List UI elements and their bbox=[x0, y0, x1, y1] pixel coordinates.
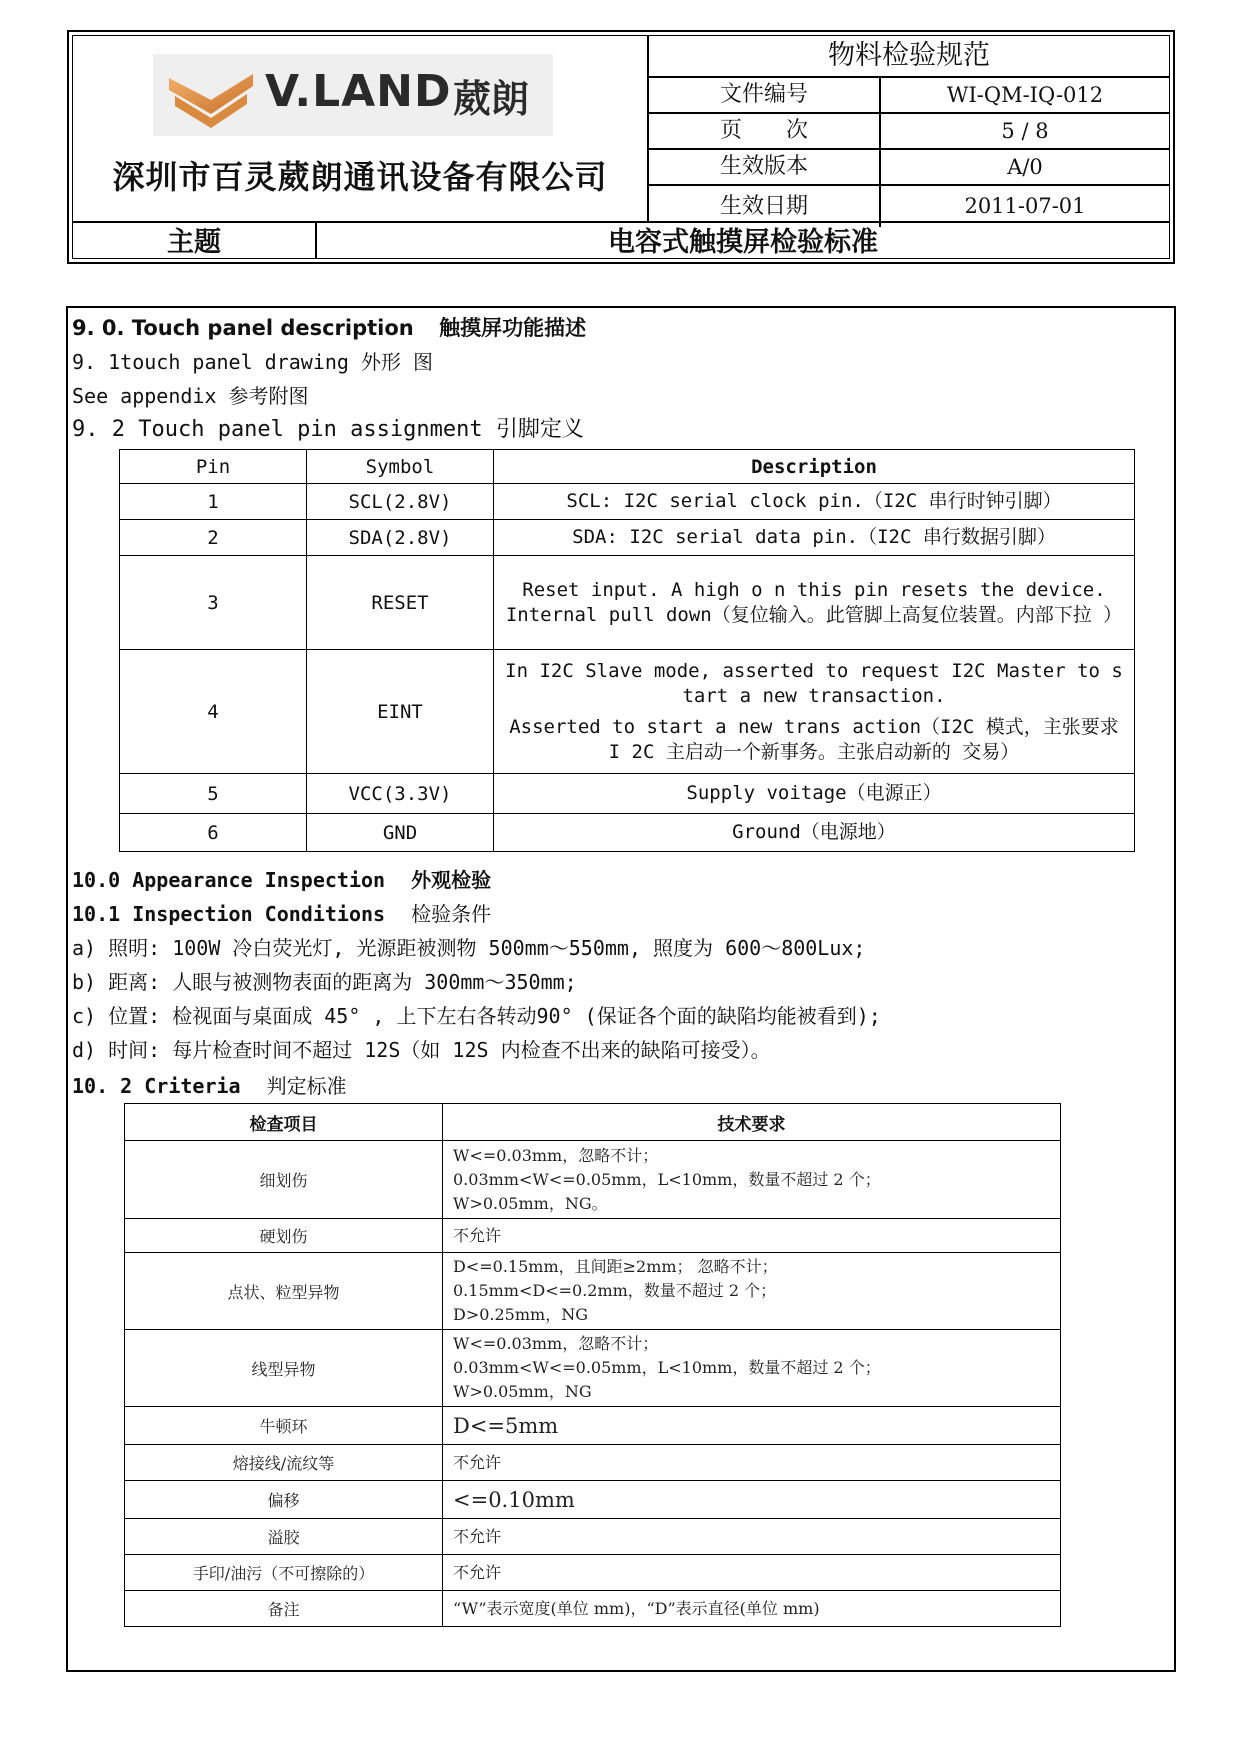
meta-row-version bbox=[649, 150, 1169, 186]
section-10-1-heading bbox=[72, 898, 491, 927]
logo-area bbox=[73, 36, 649, 221]
criteria-requirement: <=0.10mm bbox=[443, 1481, 1061, 1519]
table-row bbox=[120, 556, 1135, 650]
table-row bbox=[120, 520, 1135, 556]
requirement-line: D<=0.15mm，且间距≥2mm； 忽略不计； bbox=[453, 1257, 778, 1276]
document-header bbox=[67, 30, 1175, 264]
table-row bbox=[125, 1519, 1061, 1555]
pin-number: 3 bbox=[120, 556, 307, 650]
pin-description: Supply voitage（电源正） bbox=[494, 774, 1135, 814]
requirement-line: 0.15mm<D<=0.2mm，数量不超过 2 个； bbox=[453, 1281, 777, 1300]
table-row bbox=[120, 774, 1135, 814]
pin-description: Reset input. A high o n this pin resets the device. Internal pull down（复位输入。此管脚上高复位装置。内部下拉 ） bbox=[494, 556, 1135, 650]
criteria-requirement bbox=[443, 1253, 1061, 1330]
table-row bbox=[125, 1253, 1061, 1330]
criteria-requirement bbox=[443, 1330, 1061, 1407]
section-10-heading bbox=[72, 864, 491, 893]
section-9-title-en: 9. 0. Touch panel description bbox=[72, 316, 414, 340]
section-10-2-title: 10. 2 Criteria bbox=[72, 1074, 241, 1098]
section-10-1-title: 10.1 Inspection Conditions bbox=[72, 902, 386, 926]
section-10-1-title-cn: 检验条件 bbox=[411, 902, 492, 926]
meta-value: A/0 bbox=[1007, 155, 1043, 179]
table-row bbox=[125, 1407, 1061, 1445]
company-name: 深圳市百灵葳朗通讯设备有限公司 bbox=[112, 158, 608, 196]
table-row bbox=[125, 1481, 1061, 1519]
criteria-item: 线型异物 bbox=[125, 1330, 443, 1407]
section-10-title: 10.0 Appearance Inspection bbox=[72, 868, 386, 892]
requirement-line: W>0.05mm，NG bbox=[453, 1382, 592, 1401]
meta-label: 页 次 bbox=[649, 114, 881, 148]
criteria-item: 溢胶 bbox=[125, 1519, 443, 1555]
meta-value: 2011-07-01 bbox=[964, 194, 1086, 218]
section-10-title-cn: 外观检验 bbox=[411, 868, 492, 892]
table-row bbox=[125, 1219, 1061, 1253]
meta-label: 生效日期 bbox=[649, 186, 881, 227]
condition-position: c) 位置: 检视面与桌面成 45° , 上下左右各转动90° (保证各个面的缺陷均能被看到); bbox=[72, 1004, 881, 1028]
meta-row-page bbox=[649, 114, 1169, 150]
see-appendix-text: See appendix 参考附图 bbox=[72, 384, 309, 408]
meta-label: 生效版本 bbox=[649, 150, 881, 184]
meta-label: 文件编号 bbox=[649, 78, 881, 112]
condition-distance: b) 距离: 人眼与被测物表面的距离为 300mm～350mm; bbox=[72, 970, 577, 994]
logo-chinese-name: 葳朗 bbox=[453, 77, 530, 121]
pin-symbol: SCL(2.8V) bbox=[307, 484, 494, 520]
pin-description: In I2C Slave mode, asserted to request I2C Master to s tart a new transaction. bbox=[505, 659, 1123, 707]
section-9-heading bbox=[72, 312, 586, 342]
requirement-line: 0.03mm<W<=0.05mm，L<10mm，数量不超过 2 个； bbox=[453, 1358, 881, 1377]
criteria-item: 偏移 bbox=[125, 1481, 443, 1519]
logo-chevron-icon bbox=[161, 60, 261, 132]
requirement-line: W<=0.03mm，忽略不计； bbox=[453, 1334, 659, 1353]
condition-time: d) 时间: 每片检查时间不超过 12S（如 12S 内检查不出来的缺陷可接受）。 bbox=[72, 1038, 771, 1062]
table-row bbox=[125, 1330, 1061, 1407]
pin-description-cell bbox=[494, 650, 1135, 774]
subject-label: 主题 bbox=[73, 223, 317, 258]
criteria-requirement: “W”表示宽度(单位 mm)，“D”表示直径(单位 mm) bbox=[443, 1591, 1061, 1627]
subject-title: 电容式触摸屏检验标准 bbox=[608, 227, 878, 258]
criteria-table-header bbox=[125, 1104, 1061, 1141]
criteria-requirement: D<=5mm bbox=[443, 1407, 1061, 1445]
meta-value: 5 / 8 bbox=[1001, 119, 1049, 143]
pin-table-header bbox=[120, 450, 1135, 484]
criteria-item: 硬划伤 bbox=[125, 1219, 443, 1253]
pin-description: SDA: I2C serial data pin.（I2C 串行数据引脚） bbox=[494, 520, 1135, 556]
meta-row-doc-number bbox=[649, 78, 1169, 114]
pin-symbol: RESET bbox=[307, 556, 494, 650]
pin-number: 6 bbox=[120, 814, 307, 852]
logo-wordmark: V.LAND bbox=[265, 66, 452, 117]
criteria-table bbox=[124, 1103, 1061, 1627]
company-logo bbox=[153, 54, 553, 136]
pin-description: Ground（电源地） bbox=[494, 814, 1135, 852]
requirement-line: W<=0.03mm，忽略不计； bbox=[453, 1145, 659, 1165]
table-row bbox=[120, 484, 1135, 520]
pin-assignment-table bbox=[119, 449, 1135, 852]
criteria-item: 点状、粒型异物 bbox=[125, 1253, 443, 1330]
requirement-line: 0.03mm<W<=0.05mm，L<10mm，数量不超过 2 个； bbox=[453, 1169, 881, 1189]
section-10-2-heading bbox=[72, 1070, 347, 1099]
col-header-symbol: Symbol bbox=[307, 450, 494, 484]
document-title: 物料检验规范 bbox=[649, 36, 1169, 78]
criteria-requirement: 不允许 bbox=[443, 1519, 1061, 1555]
criteria-requirement: 不允许 bbox=[443, 1555, 1061, 1591]
requirement-line: W>0.05mm，NG。 bbox=[453, 1193, 608, 1213]
pin-description-cn: Asserted to start a new trans action（I2C 模式，主张要求 I 2C 主启动一个新事务。主张启动新的 交易） bbox=[509, 715, 1119, 763]
document-body bbox=[66, 306, 1176, 1672]
table-row bbox=[125, 1555, 1061, 1591]
col-header-item: 检查项目 bbox=[125, 1104, 443, 1141]
table-row bbox=[125, 1591, 1061, 1627]
criteria-item: 细划伤 bbox=[125, 1141, 443, 1219]
col-header-description: Description bbox=[494, 450, 1135, 484]
section-9-1-heading: 9. 1touch panel drawing 外形 图 bbox=[72, 350, 434, 374]
table-row bbox=[120, 814, 1135, 852]
col-header-pin: Pin bbox=[120, 450, 307, 484]
pin-symbol: EINT bbox=[307, 650, 494, 774]
pin-symbol: GND bbox=[307, 814, 494, 852]
meta-value: WI-QM-IQ-012 bbox=[946, 83, 1104, 107]
pin-number: 1 bbox=[120, 484, 307, 520]
pin-symbol: VCC(3.3V) bbox=[307, 774, 494, 814]
header-inner-frame bbox=[72, 35, 1170, 259]
pin-number: 2 bbox=[120, 520, 307, 556]
pin-number: 5 bbox=[120, 774, 307, 814]
criteria-item: 手印/油污（不可擦除的） bbox=[125, 1555, 443, 1591]
criteria-item: 牛顿环 bbox=[125, 1407, 443, 1445]
table-row bbox=[120, 650, 1135, 774]
section-9-2-heading: 9. 2 Touch panel pin assignment 引脚定义 bbox=[72, 417, 584, 442]
section-9-title-cn: 触摸屏功能描述 bbox=[439, 316, 587, 340]
pin-symbol: SDA(2.8V) bbox=[307, 520, 494, 556]
condition-lighting: a) 照明: 100W 冷白荧光灯, 光源距被测物 500mm～550mm, 照度为 600～800Lux; bbox=[72, 936, 866, 960]
requirement-line: D>0.25mm，NG bbox=[453, 1305, 588, 1324]
pin-number: 4 bbox=[120, 650, 307, 774]
table-row bbox=[125, 1445, 1061, 1481]
criteria-item: 备注 bbox=[125, 1591, 443, 1627]
criteria-requirement bbox=[443, 1141, 1061, 1219]
criteria-item: 熔接线/流纹等 bbox=[125, 1445, 443, 1481]
criteria-requirement: 不允许 bbox=[443, 1445, 1061, 1481]
pin-description: SCL: I2C serial clock pin.（I2C 串行时钟引脚） bbox=[494, 484, 1135, 520]
criteria-requirement: 不允许 bbox=[443, 1219, 1061, 1253]
section-10-2-title-cn: 判定标准 bbox=[266, 1074, 347, 1098]
subject-row bbox=[73, 221, 1169, 258]
col-header-requirement: 技术要求 bbox=[443, 1104, 1061, 1141]
table-row bbox=[125, 1141, 1061, 1219]
document-meta bbox=[649, 36, 1169, 221]
